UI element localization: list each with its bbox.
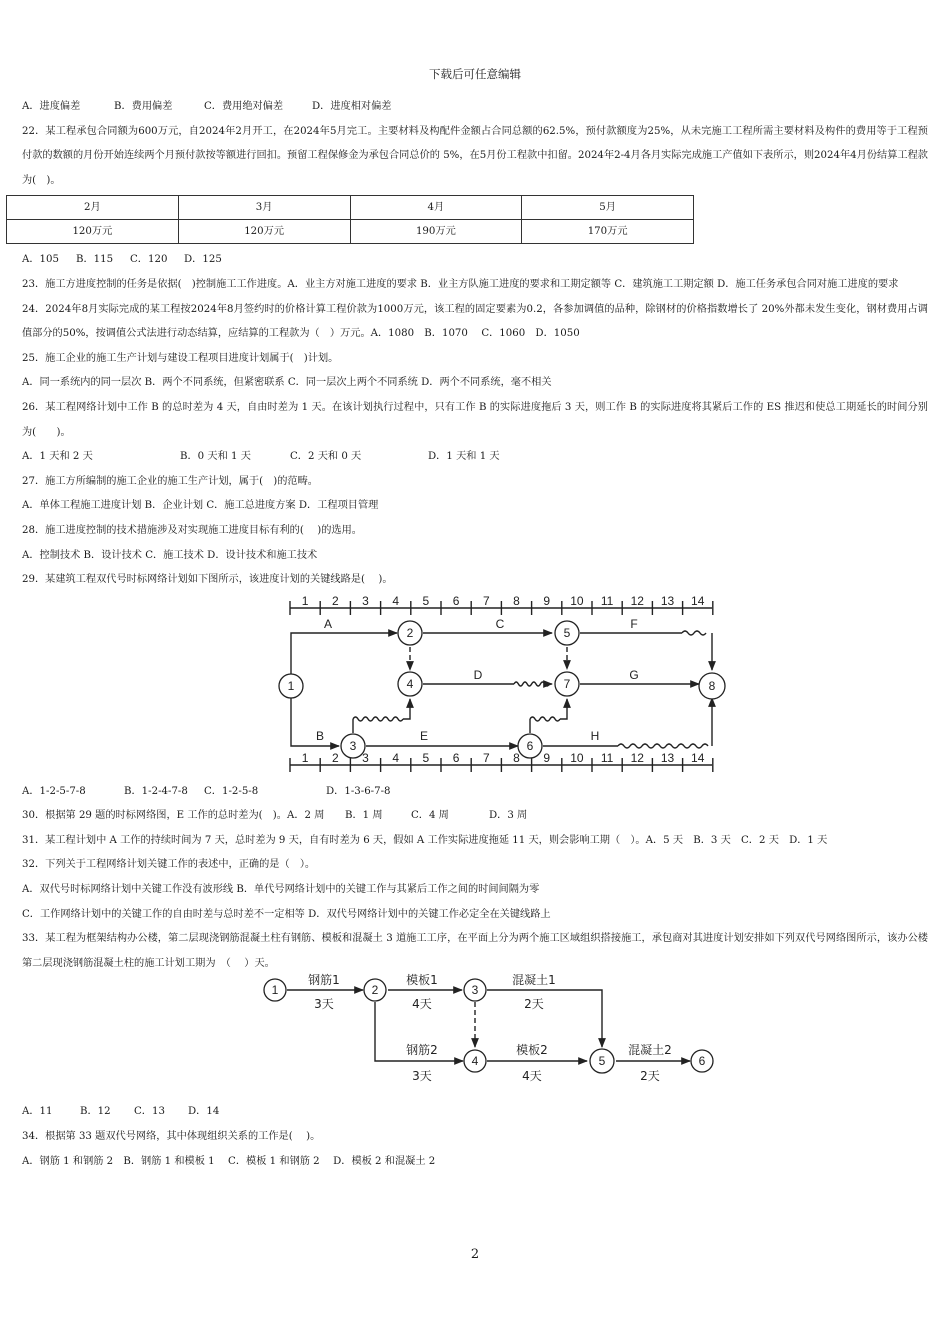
table-cell: 190万元 — [350, 220, 522, 244]
page-header: 下载后可任意编辑 — [429, 67, 521, 81]
time-scale-label: 9 — [543, 750, 551, 765]
page-content — [22, 95, 928, 1174]
q22-option-c: C．120 — [130, 254, 168, 266]
time-scale-label: 11 — [600, 750, 614, 765]
q33-option-c: C．13 — [134, 1106, 165, 1118]
node-label: 4 — [471, 1054, 479, 1069]
node-label: 2 — [406, 625, 414, 640]
time-scale-label: 7 — [482, 750, 490, 765]
time-scale-label: 6 — [452, 750, 460, 765]
q32-options-line1: A．双代号时标网络计划中关键工作没有波形线 B．单代号网络计划中的关键工作与其紧后工作之间的时间间隔为零 — [22, 884, 540, 896]
q29-options — [22, 780, 928, 805]
table-cell: 170万元 — [522, 220, 694, 244]
wavy-line — [618, 744, 708, 748]
node-label: 8 — [708, 678, 716, 693]
work-name-label: 模板1 — [406, 973, 438, 988]
node-label: 1 — [287, 678, 295, 693]
q30-option-b: B．1 周 — [344, 810, 383, 822]
q26-option-d: D．1 天和 1 天 — [428, 451, 500, 463]
table-header-cell: 3月 — [178, 196, 350, 220]
q29-option-b: B．1-2-4-7-8 — [124, 785, 188, 797]
work-name-label: 混凝土1 — [512, 973, 556, 988]
time-scale-label: 3 — [362, 593, 369, 608]
work-name-label: 钢筋2 — [406, 1043, 438, 1058]
q26-option-b: B．0 天和 1 天 — [180, 451, 251, 463]
activity-label: D — [473, 667, 483, 682]
q34-text: 34．根据第 33 题双代号网络，其中体现组织关系的工作是( )。 — [22, 1131, 321, 1143]
table-row — [7, 220, 694, 244]
time-scale-label: 10 — [570, 750, 584, 765]
q31-text: 31．某工程计划中 A 工作的持续时间为 7 天，总时差为 9 天，自有时差为 6 天，假如 A 工作实际进度拖延 11 天，则会影响工期（ ）。A．5 天 B．3 天 C．2 天 D．1 天 — [22, 834, 828, 846]
q21-option-c: C．费用绝对偏差 — [204, 101, 284, 112]
time-scale-label: 14 — [691, 750, 705, 765]
arrow-3-5 — [487, 990, 602, 1047]
q26-text: 26．某工程网络计划中工作 B 的总时差为 4 天，自由时差为 1 天。在该计划执行过程中，只有工作 B 的实际进度拖后 3 天，则工作 B 的实际进度将其紧后工作的 ES 推迟和使总工期延长的时间分别为( )。 — [22, 401, 928, 438]
q32-text: 32．下列关于工程网络计划关键工作的表述中，正确的是（ ）。 — [22, 859, 316, 871]
q21-options — [22, 95, 928, 120]
time-scale-label: 12 — [630, 593, 644, 608]
activity-label: A — [323, 616, 333, 631]
q21-option-a: A．进度偏差 — [22, 101, 81, 112]
q33-option-d: D．14 — [188, 1106, 220, 1118]
time-scale-label: 12 — [630, 750, 644, 765]
q33-options — [22, 1100, 928, 1125]
duration-label: 4天 — [522, 1069, 542, 1084]
q32-options-line2: C．工作网络计划中的关键工作的自由时差与总时差不一定相等 D．双代号网络计划中的关键工作必定全在关键线路上 — [22, 908, 551, 920]
q28-text: 28．施工进度控制的技术措施涉及对实现施工进度目标有利的( )的选用。 — [22, 524, 362, 536]
time-scale-label: 5 — [422, 593, 430, 608]
activity-label: C — [495, 616, 505, 631]
time-scale-label: 10 — [570, 593, 584, 608]
time-scale-label: 13 — [660, 750, 675, 765]
q34-options: A．钢筋 1 和钢筋 2 B．钢筋 1 和模板 1 C．模板 1 和钢筋 2 D．模板 2 和混凝土 2 — [22, 1155, 436, 1167]
node-label: 1 — [271, 983, 279, 998]
arrow-1-2 — [291, 633, 397, 681]
q33-option-b: B．12 — [80, 1106, 111, 1118]
q28-options: A．控制技术 B．设计技术 C．施工技术 D．设计技术和施工技术 — [22, 549, 318, 561]
q25-options: A．同一系统内的同一层次 B．两个不同系统，但紧密联系 C．同一层次上两个不同系统 D．两个不同系统，毫不相关 — [22, 377, 552, 389]
table-header-cell: 5月 — [522, 196, 694, 220]
table-row — [7, 196, 694, 220]
time-scale-label: 4 — [392, 750, 400, 765]
duration-label: 2天 — [524, 997, 544, 1012]
duration-label: 2天 — [640, 1069, 660, 1084]
node-label: 2 — [371, 983, 379, 998]
duration-label: 3天 — [314, 997, 334, 1012]
q29-text: 29．某建筑工程双代号时标网络计划如下图所示，该进度计划的关键线路是( )。 — [22, 574, 393, 586]
time-scale-label: 8 — [513, 593, 520, 608]
node-label: 5 — [563, 625, 571, 640]
time-scale-label: 2 — [331, 750, 339, 765]
work-name-label: 钢筋1 — [308, 973, 340, 988]
time-scale-label: 9 — [543, 593, 551, 608]
wavy-line — [353, 717, 403, 721]
q30-option-a: A．2 周 — [286, 810, 325, 822]
node-label: 3 — [471, 983, 479, 998]
q24-text: 24．2024年8月实际完成的某工程按2024年8月签约时的价格计算工程价款为1000万元，该工程的固定要素为0.2，各参加调值的品种，除钢材的价格指数增长了 20%外都未发生变化，钢材费用占调值部分的50%，按调值公式法进行动态结算，应结算的工程款为（ ）万元。A．1080 B．1070 C．1060 D．1050 — [22, 303, 928, 340]
time-scale-label: 7 — [482, 593, 490, 608]
activity-label: F — [630, 616, 638, 631]
time-scale-label: 8 — [513, 750, 520, 765]
q29-time-scaled-network-diagram — [262, 593, 716, 778]
node-label: 6 — [526, 738, 534, 753]
q29-option-a: A．1-2-5-7-8 — [22, 785, 86, 797]
page-number: 2 — [470, 1247, 480, 1262]
table-header-cell: 2月 — [7, 196, 179, 220]
q30-text: 30．根据第 29 题的时标网络图，E 工作的总时差为( )。 — [22, 810, 287, 822]
q22-output-table — [6, 195, 694, 244]
q30-option-c: C．4 周 — [410, 810, 449, 822]
table-cell: 120万元 — [178, 220, 350, 244]
time-scale-label: 4 — [392, 593, 400, 608]
q21-option-d: D．进度相对偏差 — [312, 101, 392, 112]
q27-text: 27．施工方所编制的施工企业的施工生产计划，属于( )的范畴。 — [22, 475, 318, 487]
arrow-to-7-up — [560, 699, 567, 719]
time-scale-label: 13 — [660, 593, 675, 608]
time-scale-label: 3 — [362, 750, 369, 765]
q22-options — [22, 248, 928, 273]
q21-option-b: B．费用偏差 — [114, 101, 173, 112]
q33-option-a: A．11 — [22, 1106, 53, 1118]
wavy-line — [514, 682, 549, 686]
q29-option-d: D．1-3-6-7-8 — [326, 785, 391, 797]
q30-option-d: D．3 周 — [488, 810, 528, 822]
q25-text: 25．施工企业的施工生产计划与建设工程项目进度计划属于( )计划。 — [22, 352, 339, 364]
duration-label: 3天 — [412, 1069, 432, 1084]
work-name-label: 模板2 — [516, 1043, 548, 1058]
q22-option-d: D．125 — [184, 254, 222, 266]
time-scale-label: 11 — [600, 593, 614, 608]
activity-label: H — [590, 728, 600, 743]
q26-option-c: C．2 天和 0 天 — [290, 451, 362, 463]
activity-label: E — [419, 728, 429, 743]
q26-options — [22, 445, 928, 470]
time-scale-label: 6 — [452, 593, 460, 608]
arrow-to-4 — [403, 699, 410, 719]
q22-option-b: B．115 — [76, 254, 114, 266]
q22-text: 22．某工程承包合同额为600万元，自2024年2月开工，在2024年5月完工。主要材料及构配件金额占合同总额的62.5%，预付款额度为25%，从未完施工工程所需主要材料及构件的费用等于工程预付款的数额的月份开始连续两个月预付款按等额进行回扣。预留工程保修金为承包合同总价的 5%，在5月份工程款中扣留。2024年2-4月各月实际完成施工产值如下表所示，则2024年4月份结算工程款为( )。 — [22, 125, 928, 186]
q30-line — [22, 804, 928, 829]
node-label: 4 — [406, 676, 414, 691]
q26-option-a: A．1 天和 2 天 — [22, 451, 93, 463]
q33-text: 33．某工程为框架结构办公楼，第二层现浇钢筋混凝土柱有钢筋、模板和混凝土 3 道施工工序，在平面上分为两个施工区域组织搭接施工，承包商对其进度计划安排如下列双代号网络图所示，该办公楼第二层现浇钢筋混凝土柱的施工计划工期为 （ ）天。 — [22, 933, 928, 969]
activity-label: B — [315, 728, 325, 743]
time-scale-label: 14 — [691, 593, 705, 608]
table-cell: 120万元 — [7, 220, 179, 244]
activity-label: G — [629, 667, 639, 682]
table-header-cell: 4月 — [350, 196, 522, 220]
q22-option-a: A．105 — [22, 254, 59, 266]
time-scale-label: 1 — [301, 750, 309, 765]
q29-option-c: C．1-2-5-8 — [204, 785, 259, 797]
node-label: 3 — [349, 738, 357, 753]
node-label: 7 — [563, 676, 571, 691]
time-scale-label: 5 — [422, 750, 430, 765]
time-scale-label: 2 — [331, 593, 339, 608]
duration-label: 4天 — [412, 997, 432, 1012]
q23-text: 23．施工方进度控制的任务是依据( )控制施工工作进度。A．业主方对施工进度的要求 B．业主方队施工进度的要求和工期定额等 C．建筑施工工期定额 D．施工任务承包合同对施工进度的要求 — [22, 278, 899, 290]
q33-network-diagram — [252, 973, 742, 1098]
time-scale-label: 1 — [301, 593, 309, 608]
q27-options: A．单体工程施工进度计划 B．企业计划 C．施工总进度方案 D．工程项目管理 — [22, 500, 379, 512]
work-name-label: 混凝土2 — [628, 1043, 672, 1058]
wavy-line — [682, 631, 706, 635]
node-label: 5 — [598, 1054, 606, 1069]
wavy-line — [530, 717, 560, 721]
node-label: 6 — [698, 1054, 706, 1069]
